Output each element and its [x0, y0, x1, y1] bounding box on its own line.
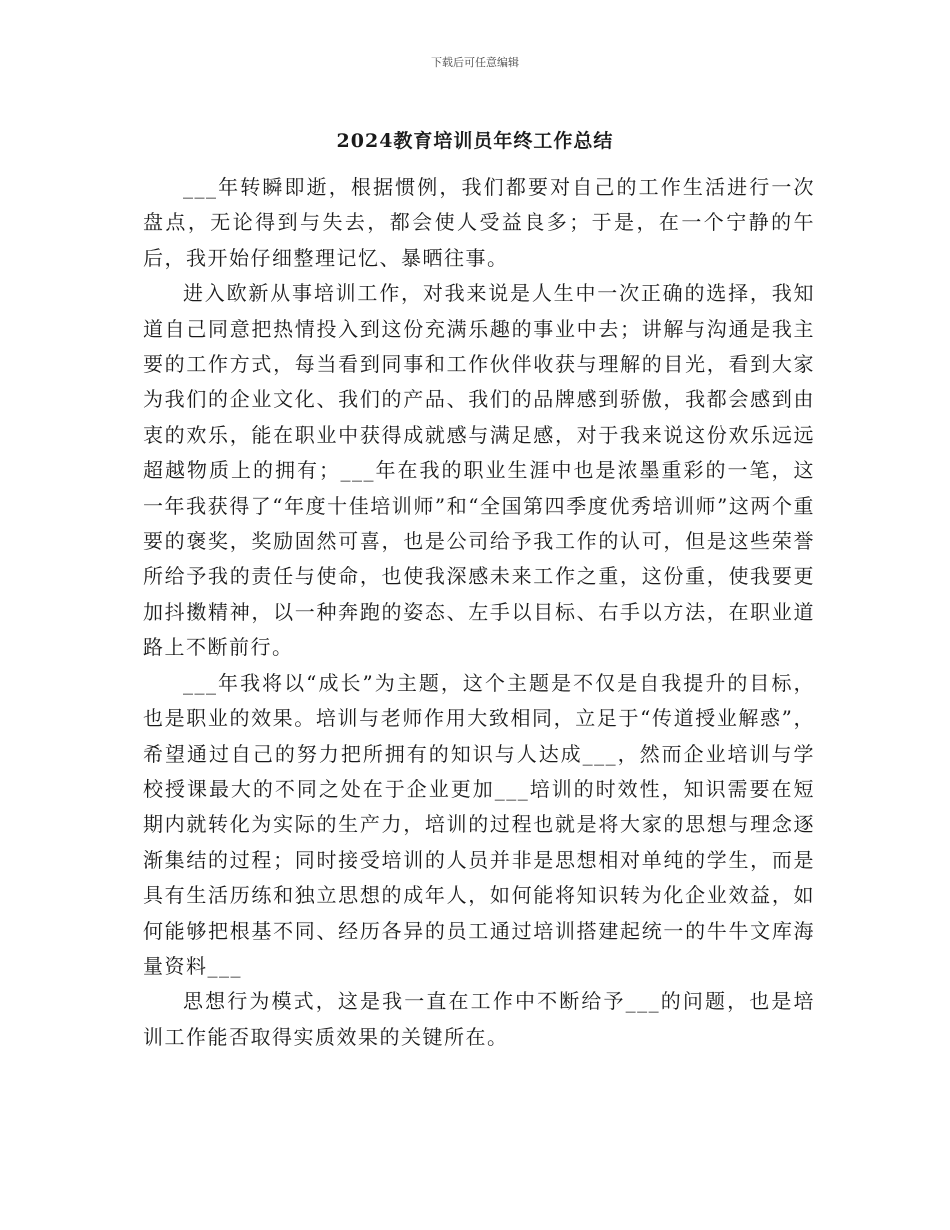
paragraph-1: ___年转瞬即逝，根据惯例，我们都要对自己的工作生活进行一次盘点，无论得到与失去，都会使人受益良多；于是，在一个宁静的午后，我开始仔细整理记忆、暴晒往事。 — [143, 175, 815, 270]
header-note: 下载后可任意编辑 — [431, 56, 519, 69]
paragraph-4: 思想行为模式，这是我一直在工作中不断给予___的问题，也是培训工作能否取得实质效果的关键所在。 — [143, 989, 815, 1049]
document-body — [143, 170, 815, 1055]
document-title: 2024教育培训员年终工作总结 — [336, 130, 614, 152]
paragraph-2: 进入欧新从事培训工作，对我来说是人生中一次正确的选择，我知道自己同意把热情投入到这份充满乐趣的事业中去；讲解与沟通是我主要的工作方式，每当看到同事和工作伙伴收获与理解的目光，看到大家为我们的企业文化、我们的产品、我们的品牌感到骄傲，我都会感到由衷的欢乐，能在职业中获得成就感与满足感，对于我来说这份欢乐远远超越物质上的拥有；___年在我的职业生涯中也是浓墨重彩的一笔，这一年我获得了“年度十佳培训师”和“全国第四季度优秀培训师”这两个重要的褒奖，奖励固然可喜，也是公司给予我工作的认可，但是这些荣誉所给予我的责任与使命，也使我深感未来工作之重，这份重，使我要更加抖擞精神，以一种奔跑的姿态、左手以目标、右手以方法，在职业道路上不断前行。 — [143, 281, 815, 660]
paragraph-3: ___年我将以“成长”为主题，这个主题是不仅是自我提升的目标，也是职业的效果。培训与老师作用大致相同，立足于“传道授业解惑”，希望通过自己的努力把所拥有的知识与人达成___，然而企业培训与学校授课最大的不同之处在于企业更加___培训的时效性，知识需要在短期内就转化为实际的生产力，培训的过程也就是将大家的思想与理念逐渐集结的过程；同时接受培训的人员并非是思想相对单纯的学生，而是具有生活历练和独立思想的成年人，如何能将知识转为化企业效益，如何能够把根基不同、经历各异的员工通过培训搭建起统一的牛牛文库海量资料___ — [143, 670, 815, 978]
